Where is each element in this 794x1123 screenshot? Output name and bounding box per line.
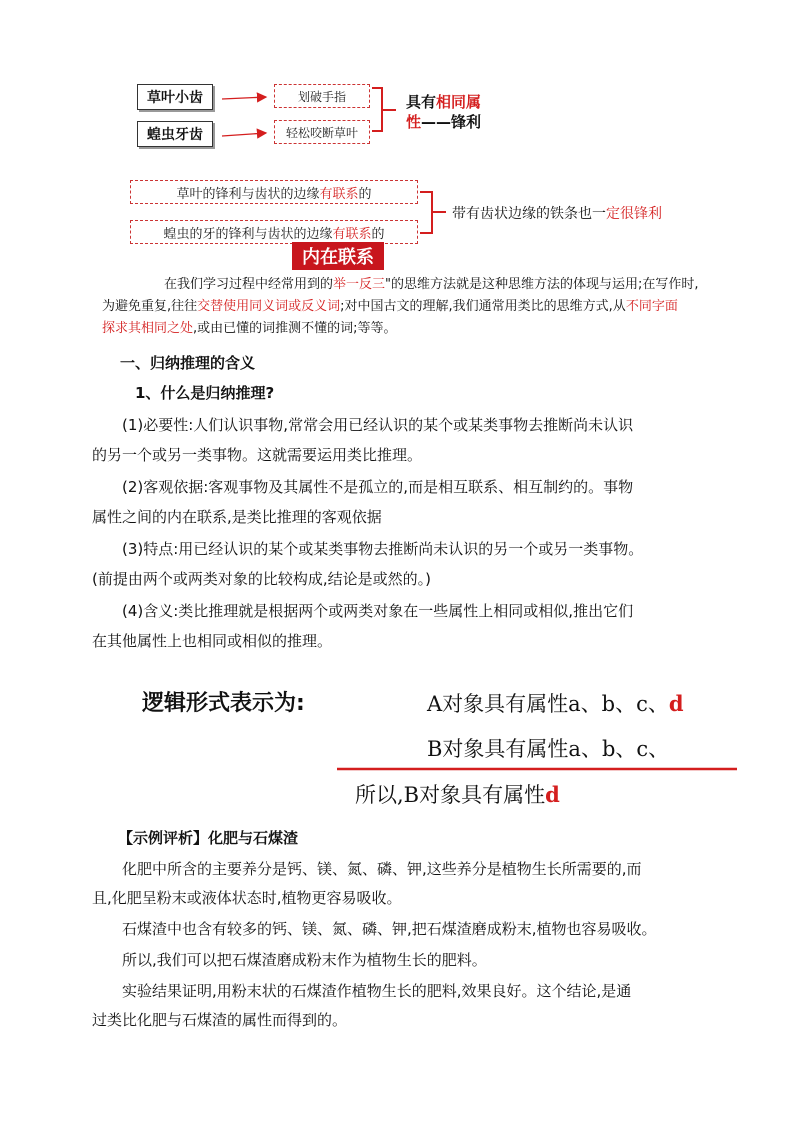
section-body: (1)必要性:人们认识事物,常常会用已经认识的某个或某类事物去推断尚未认识 的另一个或另一类事物。这就需要运用类比推理。 (2)客观依据:客观事物及其属性不是孤立的,而是相互联系、相互制约的。事物 属性之间的内在联系,是类比推理的客观依据 (3)特点:用已经认识的某个或某类事物去推断尚未认识的另一个或另一类事物。 (前提由两个或两类对象的比较构成,结论是或然的。) (4)含义:类比推理就是根据两个或两类对象在一些属性上相同或相似,推出它们 在其他属性上也相同或相似的推理。 [92,416,644,650]
inner-link-banner: 内在联系 [292,242,384,270]
box-bite-grass: 轻松咬断草叶 [274,120,370,144]
section-heading: 一、归纳推理的含义 [120,354,256,372]
premise-a: A对象具有属性a、b、c、d [427,691,684,716]
box-locust-link: 蝗虫的牙的锋利与齿状的边缘有联系的 [130,220,418,244]
premise-b: B对象具有属性a、b、c、 [427,737,670,761]
box-grass-teeth: 草叶小齿 [137,84,213,110]
logic-form-label: 逻辑形式表示为: [142,691,305,716]
same-property-label: 具有相同属性——锋利 [406,93,482,131]
subsection-heading: 1、什么是归纳推理? [135,384,275,402]
example-title: 【示例评析】化肥与石煤渣 [118,829,299,847]
intro-paragraph: 在我们学习过程中经常用到的举一反三"的思维方法就是这种思维方法的体现与运用;在写作时, 为避免重复,往往交替使用同义词或反义词;对中国古文的理解,我们通常用类比的思维方式,从不同字面 探求其相同之处,或由已懂的词推测不懂的词;等等。 [102,277,699,336]
example-body: 化肥中所含的主要养分是钙、镁、氮、磷、钾,这些养分是植物生长所需要的,而 且,化肥呈粉末或液体状态时,植物更容易吸收。 石煤渣中也含有较多的钙、镁、氮、磷、钾,把石煤渣磨成粉末,植物也容易吸收。 所以,我们可以把石煤渣磨成粉末作为植物生长的肥料。 实验结果证明,用粉末状的石煤渣作植物生长的肥料,效果良好。这个结论,是通 过类比化肥与石煤渣的属性而得到的。 [92,860,657,1029]
conclusion: 所以,B对象具有属性d [355,782,560,807]
box-cut-finger: 划破手指 [274,84,370,108]
box-locust-teeth: 蝗虫牙齿 [137,121,213,147]
iron-bar-conclusion: 带有齿状边缘的铁条也一定很锋利 [452,206,662,222]
box-grass-link: 草叶的锋利与齿状的边缘有联系的 [130,180,418,204]
